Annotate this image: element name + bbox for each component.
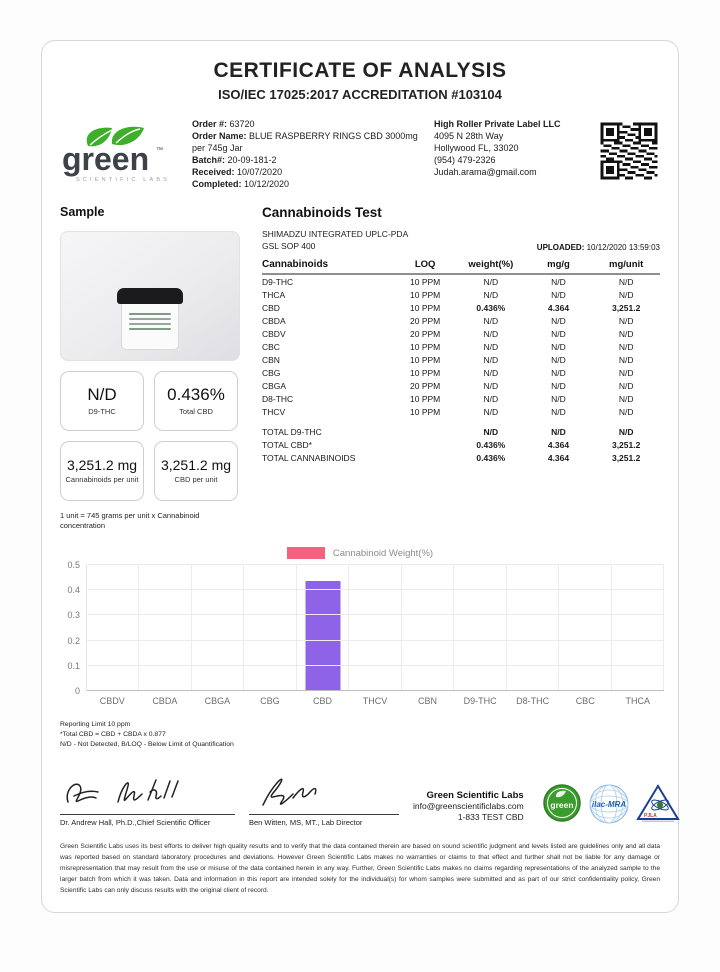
order-info-line: Order Name: BLUE RASPBERRY RINGS CBD 3000mg per 745g Jar xyxy=(192,131,418,153)
table-cell: N/D xyxy=(483,367,499,378)
x-tick-label: THCV xyxy=(362,696,388,706)
logo-tagline: SCIENTIFIC LABS xyxy=(76,177,171,183)
signer-name-cso: Dr. Andrew Hall, Ph.D.,Chief Scientific Officer xyxy=(60,818,211,827)
lab-phone: 1-833 TEST CBD xyxy=(457,812,524,822)
x-tick-label: D9-THC xyxy=(463,696,497,706)
table-cell: 20 PPM xyxy=(410,380,441,391)
y-tick-label: 0.3 xyxy=(67,610,80,621)
table-cell xyxy=(393,451,457,464)
table-cell: N/D xyxy=(551,289,566,300)
table-cell: 4.364 xyxy=(547,439,570,450)
result-label: Cannabinoids per unit xyxy=(65,475,139,485)
table-cell: 10 PPM xyxy=(410,276,441,287)
result-box xyxy=(154,441,238,501)
legal-disclaimer: Green Scientific Labs uses its best efforts to deliver high quality results and to verify that the data contained therein are based on sound scientific judgment and levels listed are guidelines only and all data was reported based on standard laboratory procedures and deviations. However Green Scientific Labs makes no warranties or claims to that effect and further shall not be liable for any damage or misrepresentation that may result from the use or misuse of the data contained herein in any way. Further, Green Scientific Labs makes no claims regarding representations of the analyzed sample to the larger batch from which it was taken. Data and information in this report are intended solely for the individual(s) for whom samples were submitted and as part of our strict confidentiality policy, Green Scientific Labs can only discuss results with the original client of record. xyxy=(60,843,660,894)
table-row xyxy=(262,314,660,327)
svg-text:PJLA: PJLA xyxy=(643,813,657,819)
chart-slot xyxy=(349,565,401,691)
table-cell: N/D xyxy=(618,328,634,339)
jar-label xyxy=(121,304,179,350)
cannabinoid-weight-chart xyxy=(56,547,664,706)
table-cell: N/D xyxy=(483,341,499,352)
method-sop: GSL SOP 400 xyxy=(262,241,316,251)
result-summary-grid xyxy=(60,371,242,501)
table-row xyxy=(262,327,660,340)
table-cell: CBC xyxy=(262,341,280,352)
column-header: Cannabinoids xyxy=(262,257,393,274)
table-cell: CBDV xyxy=(262,328,286,339)
lab-email: info@greenscientificlabs.com xyxy=(413,801,524,811)
order-info-line: Received: 10/07/2020 xyxy=(192,167,283,177)
gridline xyxy=(87,690,664,691)
certificate-header xyxy=(42,59,678,102)
table-cell: N/D xyxy=(551,380,566,391)
chart-x-axis xyxy=(86,696,664,706)
qr-code xyxy=(598,118,660,187)
cannabinoids-test-heading: Cannabinoids Test xyxy=(262,205,382,220)
x-tick-label: CBDA xyxy=(152,696,178,706)
x-tick-label: THCA xyxy=(625,696,650,706)
table-cell: TOTAL CANNABINOIDS xyxy=(262,452,356,463)
y-tick-label: 0.2 xyxy=(67,635,80,646)
table-cell: N/D xyxy=(551,276,566,287)
x-tick-label: D8-THC xyxy=(516,696,550,706)
table-cell: CBG xyxy=(262,367,281,378)
table-cell: CBGA xyxy=(262,380,287,391)
table-row xyxy=(262,353,660,366)
table-cell: N/D xyxy=(618,393,634,404)
chart-slot xyxy=(559,565,611,691)
legend-label: Cannabinoid Weight(%) xyxy=(332,547,434,559)
table-cell: 10 PPM xyxy=(410,367,441,378)
method-info xyxy=(262,228,408,252)
table-cell: 10 PPM xyxy=(410,289,441,300)
chart-legend xyxy=(56,547,664,559)
chart-slot xyxy=(192,565,244,691)
signature-line xyxy=(249,814,399,815)
table-cell: CBD xyxy=(262,302,280,313)
note-line: N/D - Not Detected, B/LOQ - Below Limit of Quantification xyxy=(60,741,234,748)
table-row xyxy=(262,392,660,405)
signature-row xyxy=(60,772,660,827)
order-info-line: Completed: 10/12/2020 xyxy=(192,179,290,189)
table-row xyxy=(262,301,660,314)
legend-swatch xyxy=(287,547,325,559)
table-cell: 20 PPM xyxy=(410,328,441,339)
qr-code-graphic xyxy=(598,120,660,182)
unit-note: 1 unit = 745 grams per unit x Cannabinoid concentration xyxy=(60,511,200,530)
table-row xyxy=(262,379,660,392)
table-cell: 4.364 xyxy=(547,452,570,463)
client-info-line: Judah.arama@gmail.com xyxy=(434,167,537,177)
svg-text:green: green xyxy=(62,141,150,177)
table-cell: 0.436% xyxy=(476,452,506,463)
table-cell: N/D xyxy=(483,328,499,339)
table-row xyxy=(262,274,660,288)
table-cell: N/D xyxy=(551,341,566,352)
chart-slot xyxy=(454,565,506,691)
table-cell: N/D xyxy=(551,393,566,404)
gridline xyxy=(87,564,664,565)
table-cell: 10 PPM xyxy=(410,302,441,313)
result-box xyxy=(60,371,144,431)
table-cell: N/D xyxy=(551,406,566,417)
signature-block-cso xyxy=(60,772,235,827)
client-info-line: (954) 479-2326 xyxy=(434,155,496,165)
order-info xyxy=(192,118,424,190)
jar-lid xyxy=(117,288,183,304)
method-row xyxy=(262,228,660,252)
certificate-page xyxy=(41,40,679,913)
lab-contact-block xyxy=(413,790,528,827)
table-cell: 3,251.2 xyxy=(611,302,641,313)
signature-image-ben-witten xyxy=(249,772,399,808)
table-cell: TOTAL CBD* xyxy=(262,439,312,450)
report-notes xyxy=(60,720,660,750)
table-cell: 4.364 xyxy=(547,302,570,313)
uploaded-timestamp: UPLOADED: 10/12/2020 13:59:03 xyxy=(536,243,660,252)
table-cell: N/D xyxy=(483,426,499,437)
chart-slot xyxy=(612,565,664,691)
table-cell: N/D xyxy=(618,380,634,391)
lab-name: Green Scientific Labs xyxy=(426,790,524,801)
result-label: D9-THC xyxy=(88,407,116,417)
green-scientific-labs-logo xyxy=(60,118,182,191)
x-tick-label: CBN xyxy=(418,696,438,706)
info-row xyxy=(60,118,660,191)
svg-text:™: ™ xyxy=(156,147,163,154)
chart-slot xyxy=(244,565,296,691)
result-box xyxy=(60,441,144,501)
column-header: mg/g xyxy=(525,257,593,274)
table-cell: CBN xyxy=(262,354,280,365)
result-label: CBD per unit xyxy=(174,475,218,485)
client-info xyxy=(434,118,588,178)
table-cell: 0.436% xyxy=(476,439,506,450)
table-cell: N/D xyxy=(483,406,499,417)
client-info-line: High Roller Private Label LLC xyxy=(434,119,561,129)
chart-y-axis xyxy=(56,560,86,696)
signature-line xyxy=(60,814,235,815)
table-cell: N/D xyxy=(618,406,634,417)
cannabinoids-test-section xyxy=(262,205,660,531)
svg-text:green: green xyxy=(550,800,574,810)
green-seal-badge-icon xyxy=(542,783,582,825)
table-cell: THCA xyxy=(262,289,286,300)
accreditation-subtitle: ISO/IEC 17025:2017 ACCREDITATION #103104 xyxy=(218,87,502,102)
table-cell: N/D xyxy=(618,341,634,352)
gridline xyxy=(87,614,664,615)
table-cell: N/D xyxy=(483,380,499,391)
y-tick-label: 0.4 xyxy=(67,585,80,596)
table-cell: 10 PPM xyxy=(410,406,441,417)
table-cell: D9-THC xyxy=(262,276,294,287)
table-cell: 3,251.2 xyxy=(611,452,641,463)
chart-bar xyxy=(305,581,340,691)
chart-slot xyxy=(297,565,349,691)
sample-photo xyxy=(60,231,240,361)
chart-slot xyxy=(87,565,139,691)
table-cell: D8-THC xyxy=(262,393,294,404)
chart-plot-area xyxy=(56,560,664,696)
column-header: mg/unit xyxy=(592,257,660,274)
result-value: 3,251.2 mg xyxy=(160,457,232,474)
table-cell: 10 PPM xyxy=(410,341,441,352)
page-title: CERTIFICATE OF ANALYSIS xyxy=(213,59,507,82)
sample-jar-image xyxy=(117,288,183,350)
accreditation-badges xyxy=(542,783,680,827)
chart-slot xyxy=(402,565,454,691)
note-line: *Total CBD = CBD + CBDA x 0.877 xyxy=(60,731,166,738)
chart-grid xyxy=(86,565,664,691)
table-cell: N/D xyxy=(483,393,499,404)
order-info-line: Batch#: 20-09-181-2 xyxy=(192,155,277,165)
table-cell: N/D xyxy=(551,367,566,378)
table-row xyxy=(262,288,660,301)
table-cell: 10 PPM xyxy=(410,354,441,365)
gridline xyxy=(87,640,664,641)
cannabinoids-table xyxy=(262,257,660,464)
table-cell: N/D xyxy=(618,354,634,365)
result-value: 0.436% xyxy=(167,385,225,405)
signature-image-andrew-hall xyxy=(60,772,235,808)
table-row xyxy=(262,405,660,418)
x-tick-label: CBC xyxy=(575,696,595,706)
main-content xyxy=(60,205,660,531)
table-row xyxy=(262,340,660,353)
table-cell: N/D xyxy=(618,367,634,378)
chart-slot xyxy=(139,565,191,691)
table-cell: 20 PPM xyxy=(410,315,441,326)
y-tick-label: 0.5 xyxy=(67,560,80,570)
signer-name-lab-director: Ben Witten, MS, MT., Lab Director xyxy=(249,818,363,827)
table-total-row xyxy=(262,438,660,451)
x-tick-label: CBDV xyxy=(99,696,125,706)
table-spacer xyxy=(262,418,660,425)
table-cell: N/D xyxy=(483,289,499,300)
table-cell: TOTAL D9-THC xyxy=(262,426,322,437)
result-label: Total CBD xyxy=(179,407,213,417)
x-tick-label: CBD xyxy=(312,696,332,706)
table-cell: 3,251.2 xyxy=(611,439,641,450)
table-total-row xyxy=(262,425,660,438)
table-cell: CBDA xyxy=(262,315,286,326)
result-box xyxy=(154,371,238,431)
table-cell: N/D xyxy=(483,276,499,287)
y-tick-label: 0.1 xyxy=(67,660,80,671)
table-cell: N/D xyxy=(551,426,566,437)
table-cell: N/D xyxy=(551,354,566,365)
table-cell: N/D xyxy=(618,276,634,287)
sample-section xyxy=(60,205,242,531)
table-cell: N/D xyxy=(618,289,634,300)
column-header: LOQ xyxy=(393,257,457,274)
table-cell xyxy=(393,425,457,438)
ilac-mra-badge-icon xyxy=(588,783,630,825)
brand-logo-graphic xyxy=(60,124,178,186)
client-info-line: Hollywood FL, 33020 xyxy=(434,143,519,153)
x-tick-label: CBG xyxy=(260,696,280,706)
pjla-badge-icon xyxy=(636,783,680,825)
client-info-line: 4095 N 28th Way xyxy=(434,131,504,141)
table-cell: N/D xyxy=(551,328,566,339)
note-line: Reporting Limit 10 ppm xyxy=(60,721,131,728)
table-cell: N/D xyxy=(618,426,634,437)
table-cell: N/D xyxy=(551,315,566,326)
table-cell: 10 PPM xyxy=(410,393,441,404)
table-total-row xyxy=(262,451,660,464)
table-header-row xyxy=(262,257,660,274)
signature-block-lab-director xyxy=(249,772,399,827)
result-value: 3,251.2 mg xyxy=(66,457,138,474)
chart-slot xyxy=(507,565,559,691)
x-tick-label: CBGA xyxy=(204,696,231,706)
table-cell: 0.436% xyxy=(476,302,506,313)
order-info-line: Order #: 63720 xyxy=(192,119,255,129)
method-instrument: SHIMADZU INTEGRATED UPLC-PDA xyxy=(262,229,409,239)
y-tick-label: 0 xyxy=(74,686,80,696)
gridline xyxy=(87,589,664,590)
table-cell: N/D xyxy=(483,315,499,326)
gridline xyxy=(87,665,664,666)
svg-text:ilac-MRA: ilac-MRA xyxy=(591,800,626,809)
table-cell xyxy=(393,438,457,451)
table-cell: N/D xyxy=(618,315,634,326)
table-cell: N/D xyxy=(483,354,499,365)
table-cell: THCV xyxy=(262,406,286,417)
table-row xyxy=(262,366,660,379)
result-value: N/D xyxy=(87,385,117,405)
sample-heading: Sample xyxy=(60,205,105,219)
column-header: weight(%) xyxy=(457,257,525,274)
